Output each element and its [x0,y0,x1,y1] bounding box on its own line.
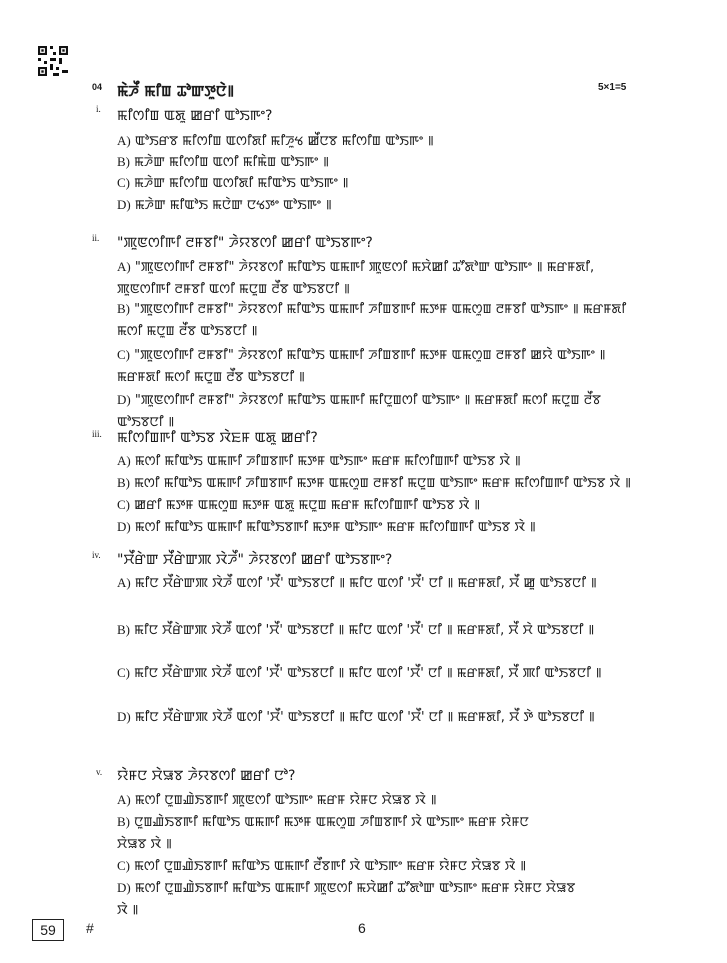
option: A) ꯃꯁꯤ ꯅꯨꯡꯉꯥꯏꯕꯒꯤ ꯄꯨꯟꯁꯤ ꯑꯣꯏꯒꯦ ꯃꯔꯝ ꯌꯥꯝꯅ ꯆꯥꯎꯕ ꯋꯥ ꯫ [117,792,437,808]
option: B) ꯃꯍꯥꯛ ꯃꯤꯁꯤꯡ ꯑꯁꯤ ꯃꯤꯃꯥꯡ ꯑꯣꯏꯒꯦ ꯫ [117,154,329,170]
option: B) ꯅꯨꯡꯉꯥꯏꯕꯒꯤ ꯃꯤꯑꯣꯏ ꯑꯃꯒꯤ ꯃꯇꯝ ꯑꯃꯁꯨꯡ ꯍꯤꯡꯕꯒꯤ ꯋꯥ ꯑꯣꯏꯒꯦ ꯃꯔꯝ ꯌꯥꯝꯅ ꯆꯥꯎꯕ ꯋꯥ ꯫ [117,814,529,852]
option: B) ꯃꯤꯅ ꯆꯩꯔꯥꯛꯄ ꯋꯥꯍꯩ ꯑꯁꯤ 'ꯆꯩ' ꯑꯣꯏꯕꯅꯤ ꯫ ꯃꯤꯅ ꯑꯁꯤ 'ꯆꯩ' ꯅꯤ ꯫ ꯃꯔꯝꯗꯤ, ꯆꯩ ꯆꯥ ꯑꯣꯏꯕꯅꯤ ꯫ [117,622,595,638]
option: B) "ꯄꯨꯟꯁꯤꯒꯤ ꯂꯝꯕꯤ" ꯍꯥꯌꯕꯁꯤ ꯃꯤꯑꯣꯏ ꯑꯃꯒꯤ ꯍꯤꯡꯕꯒꯤ ꯃꯇꯝ ꯑꯃꯁꯨꯡ ꯂꯝꯕꯤ ꯑꯣꯏꯒꯦ ꯫ ꯃꯔꯝꯗꯤ ꯃꯁꯤ ꯃꯅꯨꯡ ꯂꯩꯕ ꯑꯣꯏꯕꯅꯤ ꯫ [117,301,627,339]
section-title: ꯃꯥꯍꯩ ꯃꯤꯡ ꯊꯣꯛꯇꯨꯅꯥ꯫ [117,82,235,100]
question-stem: ꯌꯥꯝꯅ ꯆꯥꯎꯕ ꯍꯥꯌꯕꯁꯤ ꯀꯔꯤ ꯅꯣ? [117,768,296,784]
option: A) ꯃꯤꯅ ꯆꯩꯔꯥꯛꯄ ꯋꯥꯍꯩ ꯑꯁꯤ 'ꯆꯩ' ꯑꯣꯏꯕꯅꯤ ꯫ ꯃꯤꯅ ꯑꯁꯤ 'ꯆꯩ' ꯅꯤ ꯫ ꯃꯔꯝꯗꯤ, ꯆꯩ ꯀꯨ ꯑꯣꯏꯕꯅꯤ ꯫ [117,575,597,591]
page-number: 6 [358,920,366,936]
option: D) ꯃꯁꯤ ꯃꯤꯑꯣꯏ ꯑꯃꯒꯤ ꯃꯤꯑꯣꯏꯕꯒꯤ ꯃꯇꯝ ꯑꯣꯏꯒꯦ ꯃꯔꯝ ꯃꯤꯁꯤꯡꯒꯤ ꯑꯣꯏꯕ ꯋꯥ ꯫ [117,519,536,535]
option: B) ꯃꯁꯤ ꯃꯤꯑꯣꯏ ꯑꯃꯒꯤ ꯍꯤꯡꯕꯒꯤ ꯃꯇꯝ ꯑꯃꯁꯨꯡ ꯂꯝꯕꯤ ꯃꯅꯨꯡ ꯑꯣꯏꯒꯦ ꯃꯔꯝ ꯃꯤꯁꯤꯡꯒꯤ ꯑꯣꯏꯕ ꯋꯥ ꯫ [117,475,631,491]
option: A) "ꯄꯨꯟꯁꯤꯒꯤ ꯂꯝꯕꯤ" ꯍꯥꯌꯕꯁꯤ ꯃꯤꯑꯣꯏ ꯑꯃꯒꯤ ꯄꯨꯟꯁꯤ ꯃꯆꯥꯀꯤ ꯊꯧꯗꯣꯛ ꯑꯣꯏꯒꯦ ꯫ ꯃꯔꯝꯗꯤ, ꯄꯨꯟꯁꯤꯒꯤ ꯂꯝꯕꯤ ꯑꯁꯤ ꯃꯅꯨꯡ ꯂꯩꯕ ꯑꯣꯏꯕꯅꯤ ꯫ [117,259,595,297]
paper-code-box: 59 [32,919,64,941]
marks-label: 5×1=5 [598,82,627,93]
option: C) ꯀꯔꯤ ꯃꯇꯝ ꯑꯃꯁꯨꯡ ꯃꯇꯝ ꯑꯗꯨ ꯃꯅꯨꯡ ꯃꯔꯝ ꯃꯤꯁꯤꯡꯒꯤ ꯑꯣꯏꯕ ꯋꯥ ꯫ [117,497,481,513]
option: D) "ꯄꯨꯟꯁꯤꯒꯤ ꯂꯝꯕꯤ" ꯍꯥꯌꯕꯁꯤ ꯃꯤꯑꯣꯏ ꯑꯃꯒꯤ ꯃꯤꯅꯨꯡꯁꯤ ꯑꯣꯏꯒꯦ ꯫ ꯃꯔꯝꯗꯤ ꯃꯁꯤ ꯃꯅꯨꯡ ꯂꯩꯕ ꯑꯣꯏꯕꯅꯤ ꯫ [117,392,601,430]
footer-hash: # [86,920,94,936]
question-roman: iii. [92,429,102,439]
option: D) ꯃꯍꯥꯛ ꯃꯤꯑꯣꯏ ꯃꯅꯥꯛ ꯅꯠꯇꯦ ꯑꯣꯏꯒꯦ ꯫ [117,197,332,213]
option: A) ꯃꯁꯤ ꯃꯤꯑꯣꯏ ꯑꯃꯒꯤ ꯍꯤꯡꯕꯒꯤ ꯃꯇꯝ ꯑꯣꯏꯒꯦ ꯃꯔꯝ ꯃꯤꯁꯤꯡꯒꯤ ꯑꯣꯏꯕ ꯋꯥ ꯫ [117,453,521,469]
question-roman: v. [96,767,103,777]
option: C) ꯃꯤꯅ ꯆꯩꯔꯥꯛꯄ ꯋꯥꯍꯩ ꯑꯁꯤ 'ꯆꯩ' ꯑꯣꯏꯕꯅꯤ ꯫ ꯃꯤꯅ ꯑꯁꯤ 'ꯆꯩ' ꯅꯤ ꯫ ꯃꯔꯝꯗꯤ, ꯆꯩ ꯄꯤ ꯑꯣꯏꯕꯅꯤ ꯫ [117,665,602,681]
qr-code-icon [38,46,68,76]
question-stem: "ꯄꯨꯟꯁꯤꯒꯤ ꯂꯝꯕꯤ" ꯍꯥꯌꯕꯁꯤ ꯀꯔꯤ ꯑꯣꯏꯕꯒꯦ? [117,235,373,251]
option: C) ꯃꯍꯥꯛ ꯃꯤꯁꯤꯡ ꯑꯁꯤꯗꯤ ꯃꯤꯑꯣꯏ ꯑꯣꯏꯒꯦ ꯫ [117,175,349,191]
question-stem: ꯃꯤꯁꯤꯡ ꯑꯗꯨ ꯀꯔꯤ ꯑꯣꯏꯒꯦ? [117,108,273,124]
question-roman: iv. [92,550,101,560]
option: A) ꯑꯣꯏꯔꯕ ꯃꯤꯁꯤꯡ ꯑꯁꯤꯗꯤ ꯃꯤꯍꯨꯠ ꯀꯩꯅꯕ ꯃꯤꯁꯤꯡ ꯑꯣꯏꯒꯦ ꯫ [117,133,434,149]
option: D) ꯃꯤꯅ ꯆꯩꯔꯥꯛꯄ ꯋꯥꯍꯩ ꯑꯁꯤ 'ꯆꯩ' ꯑꯣꯏꯕꯅꯤ ꯫ ꯃꯤꯅ ꯑꯁꯤ 'ꯆꯩ' ꯅꯤ ꯫ ꯃꯔꯝꯗꯤ, ꯆꯩ ꯇꯥ ꯑꯣꯏꯕꯅꯤ ꯫ [117,709,595,725]
question-stem: "ꯆꯩꯔꯥꯛ ꯆꯩꯔꯥꯛꯄ ꯋꯥꯍꯩ" ꯍꯥꯌꯕꯁꯤ ꯀꯔꯤ ꯑꯣꯏꯕꯒꯦ? [117,552,393,568]
question-roman: ii. [92,233,100,243]
option: C) ꯃꯁꯤ ꯅꯨꯡꯉꯥꯏꯕꯒꯤ ꯃꯤꯑꯣꯏ ꯑꯃꯒꯤ ꯂꯩꯕꯒꯤ ꯋꯥ ꯑꯣꯏꯒꯦ ꯃꯔꯝ ꯌꯥꯝꯅ ꯆꯥꯎꯕ ꯋꯥ ꯫ [117,858,527,874]
option: C) "ꯄꯨꯟꯁꯤꯒꯤ ꯂꯝꯕꯤ" ꯍꯥꯌꯕꯁꯤ ꯃꯤꯑꯣꯏ ꯑꯃꯒꯤ ꯍꯤꯡꯕꯒꯤ ꯃꯇꯝ ꯑꯃꯁꯨꯡ ꯂꯝꯕꯤ ꯀꯌꯥ ꯑꯣꯏꯒꯦ ꯫ ꯃꯔꯝꯗꯤ ꯃꯁꯤ ꯃꯅꯨꯡ ꯂꯩꯕ ꯑꯣꯏꯕꯅꯤ ꯫ [117,347,606,385]
question-roman: i. [96,104,101,114]
question-number: 04 [92,82,103,92]
option: D) ꯃꯁꯤ ꯅꯨꯡꯉꯥꯏꯕꯒꯤ ꯃꯤꯑꯣꯏ ꯑꯃꯒꯤ ꯄꯨꯟꯁꯤ ꯃꯆꯥꯀꯤ ꯊꯧꯗꯣꯛ ꯑꯣꯏꯒꯦ ꯃꯔꯝ ꯌꯥꯝꯅ ꯆꯥꯎꯕ ꯋꯥ ꯫ [117,880,576,918]
question-stem: ꯃꯤꯁꯤꯡꯒꯤ ꯑꯣꯏꯕ ꯋꯥꯐꯝ ꯑꯗꯨ ꯀꯔꯤ? [117,430,318,446]
